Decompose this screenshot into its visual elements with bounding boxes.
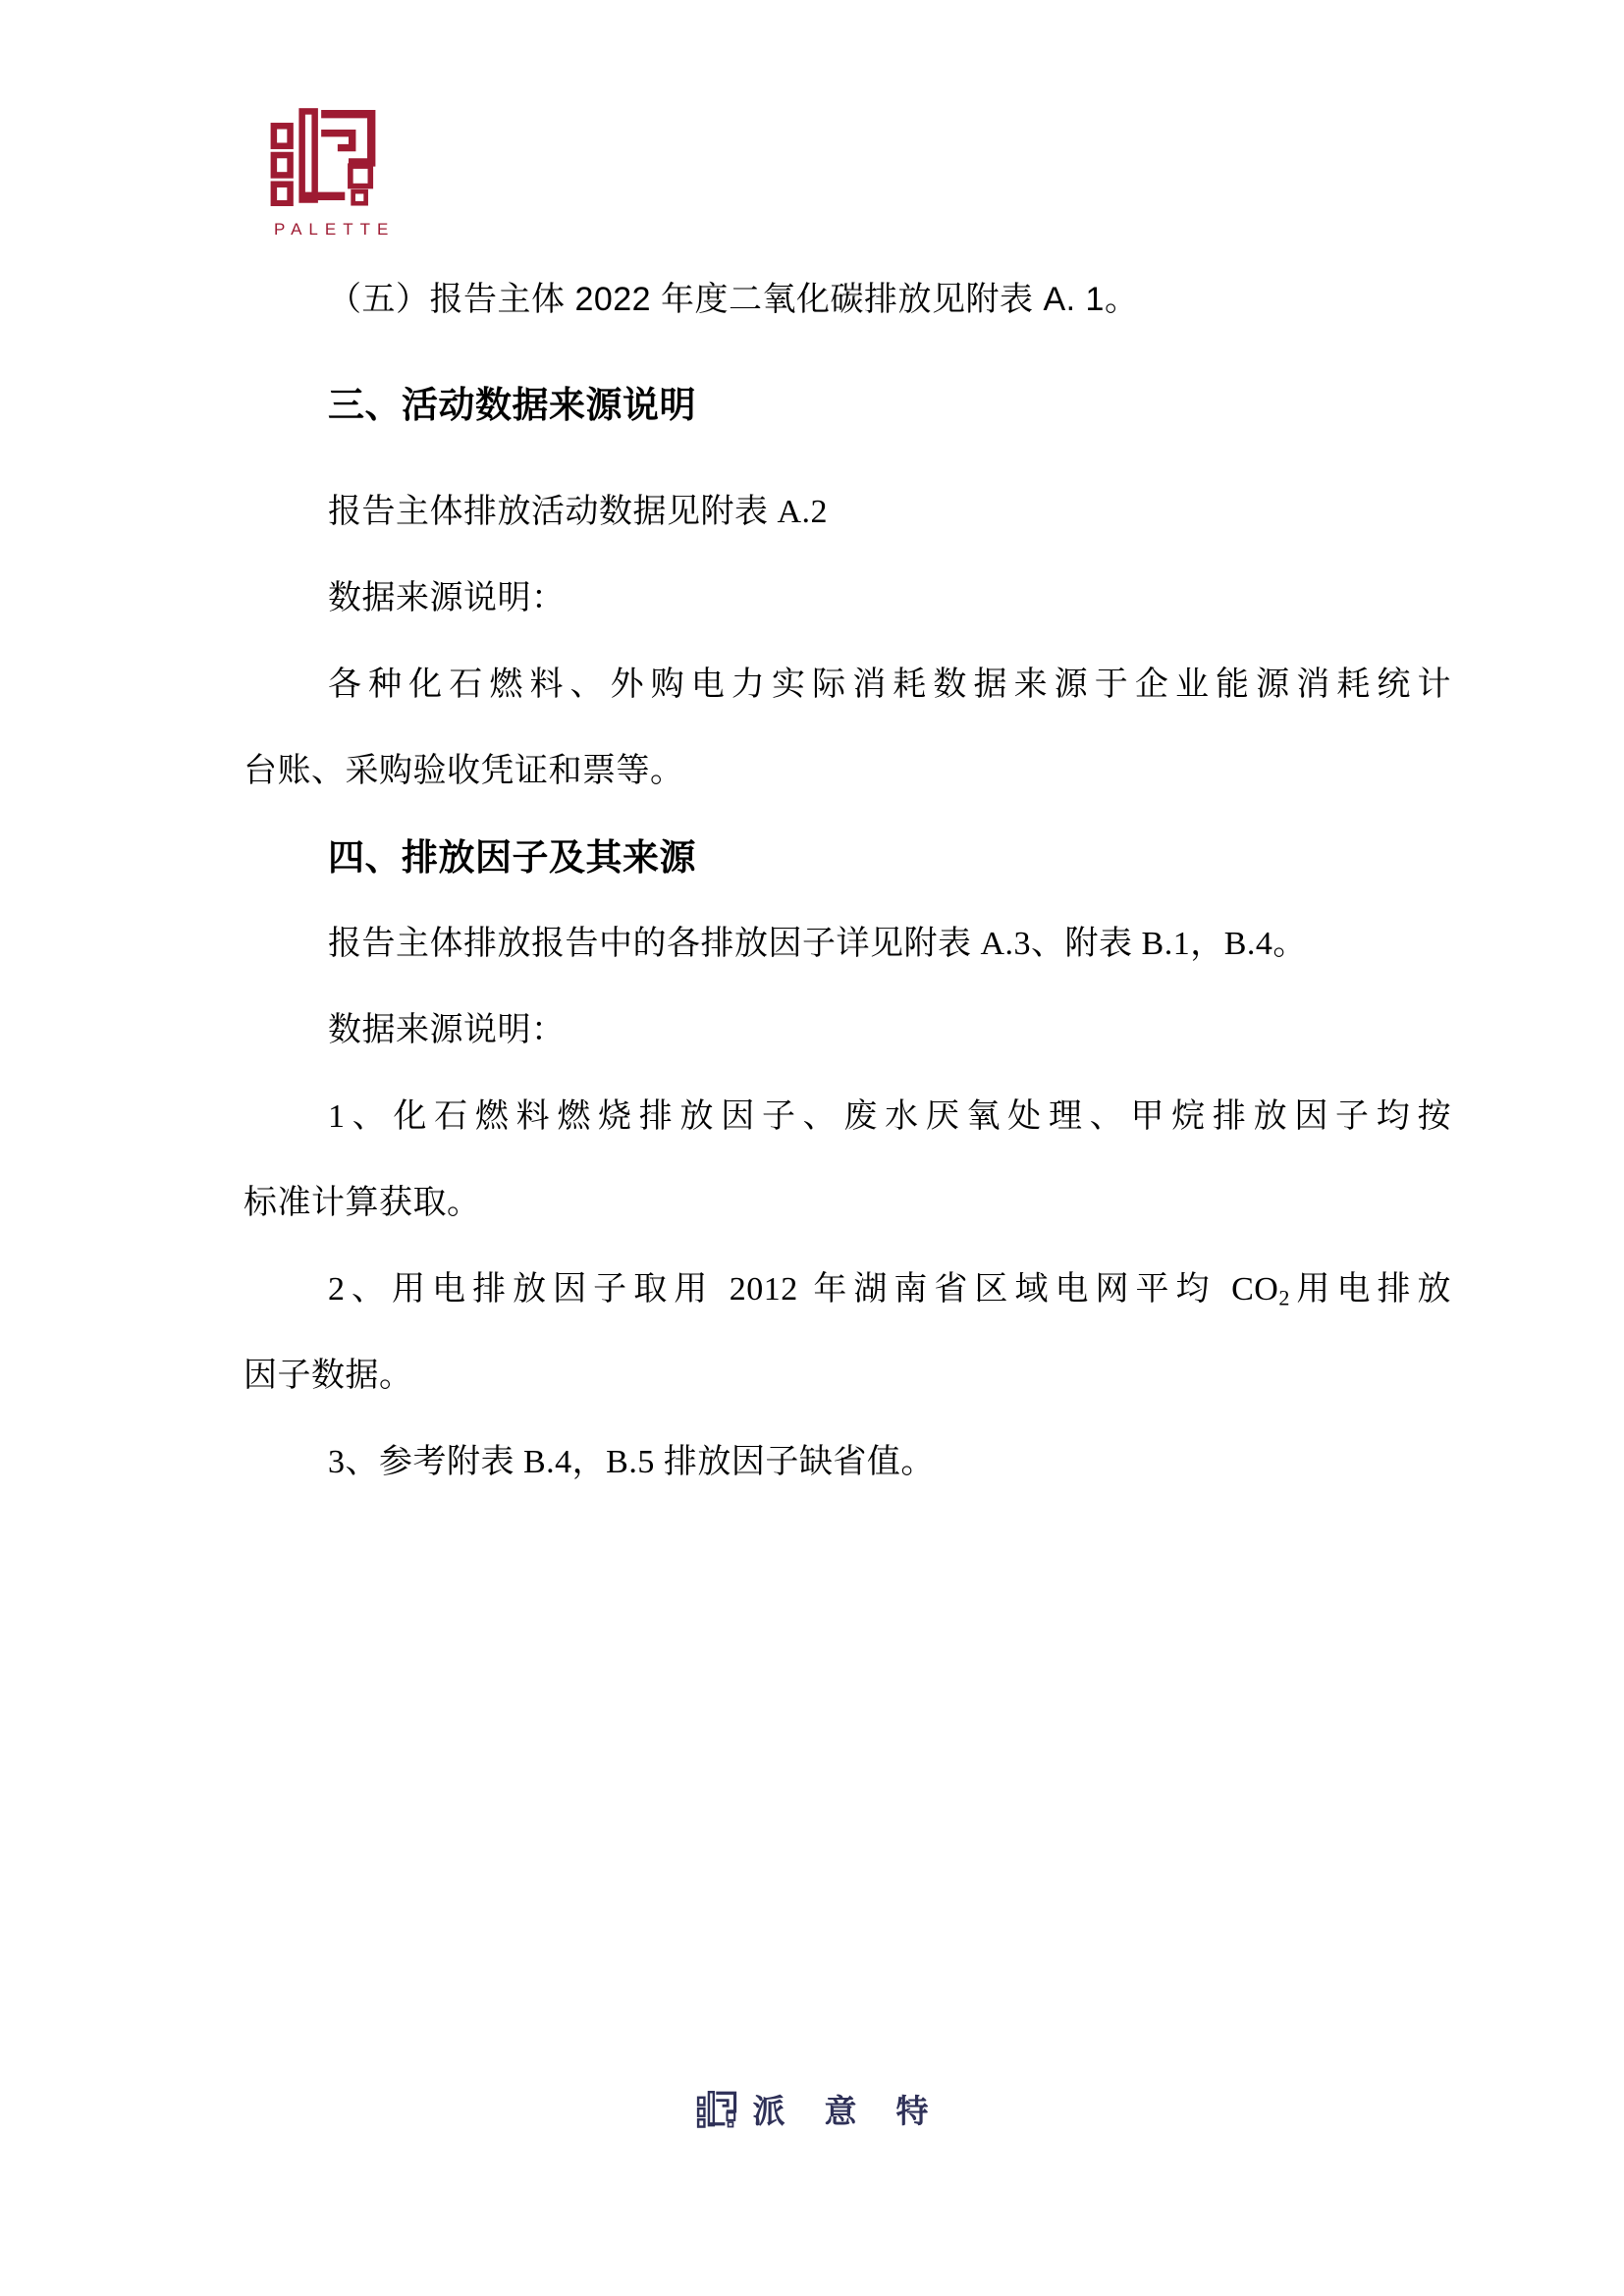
paragraph-source-label-2: 数据来源说明： [328,1012,566,1048]
item2-text-post: 用电排放 [1289,1271,1451,1308]
list-item-3: 3、参考附表 B.4，B.5 排放因子缺省值。 [328,1444,935,1480]
section-heading-4: 四、排放因子及其来源 [328,837,696,878]
list-item-1-line1: 1、化石燃料燃烧排放因子、废水厌氧处理、甲烷排放因子均按 [328,1098,1451,1135]
palette-logo-label: PALETTE [274,220,396,239]
footer-brand-text: 派意特 [752,2092,968,2129]
list-item-2-line2: 因子数据。 [244,1358,413,1394]
paragraph-fuel-line2: 台账、采购验收凭证和票等。 [244,753,684,789]
item2-text-pre: 2、用电排放因子取用 2012 年湖南省区域电网平均 CO [328,1271,1279,1308]
paragraph-source-label-1: 数据来源说明： [328,580,566,616]
list-item-2-line1 [244,1267,1451,1321]
palette-logo [267,104,396,240]
section-heading-3: 三、活动数据来源说明 [328,385,696,425]
list-item-1-line2: 标准计算获取。 [244,1185,481,1221]
paragraph-activity-data: 报告主体排放活动数据见附表 A.2 [328,494,829,530]
paragraph-fuel-line1: 各种化石燃料、外购电力实际消耗数据来源于企业能源消耗统计 [328,667,1451,703]
footer-maze-logo-icon [696,2087,737,2130]
paragraph-intro: （五）报告主体 2022 年度二氧化碳排放见附表 A. 1。 [328,281,1139,318]
footer-brand [0,2081,1624,2136]
palette-maze-logo-icon [268,104,378,206]
paragraph-emission-factor: 报告主体排放报告中的各排放因子详见附表 A.3、附表 B.1，B.4。 [328,926,1307,962]
co2-subscript: 2 [1278,1285,1290,1310]
